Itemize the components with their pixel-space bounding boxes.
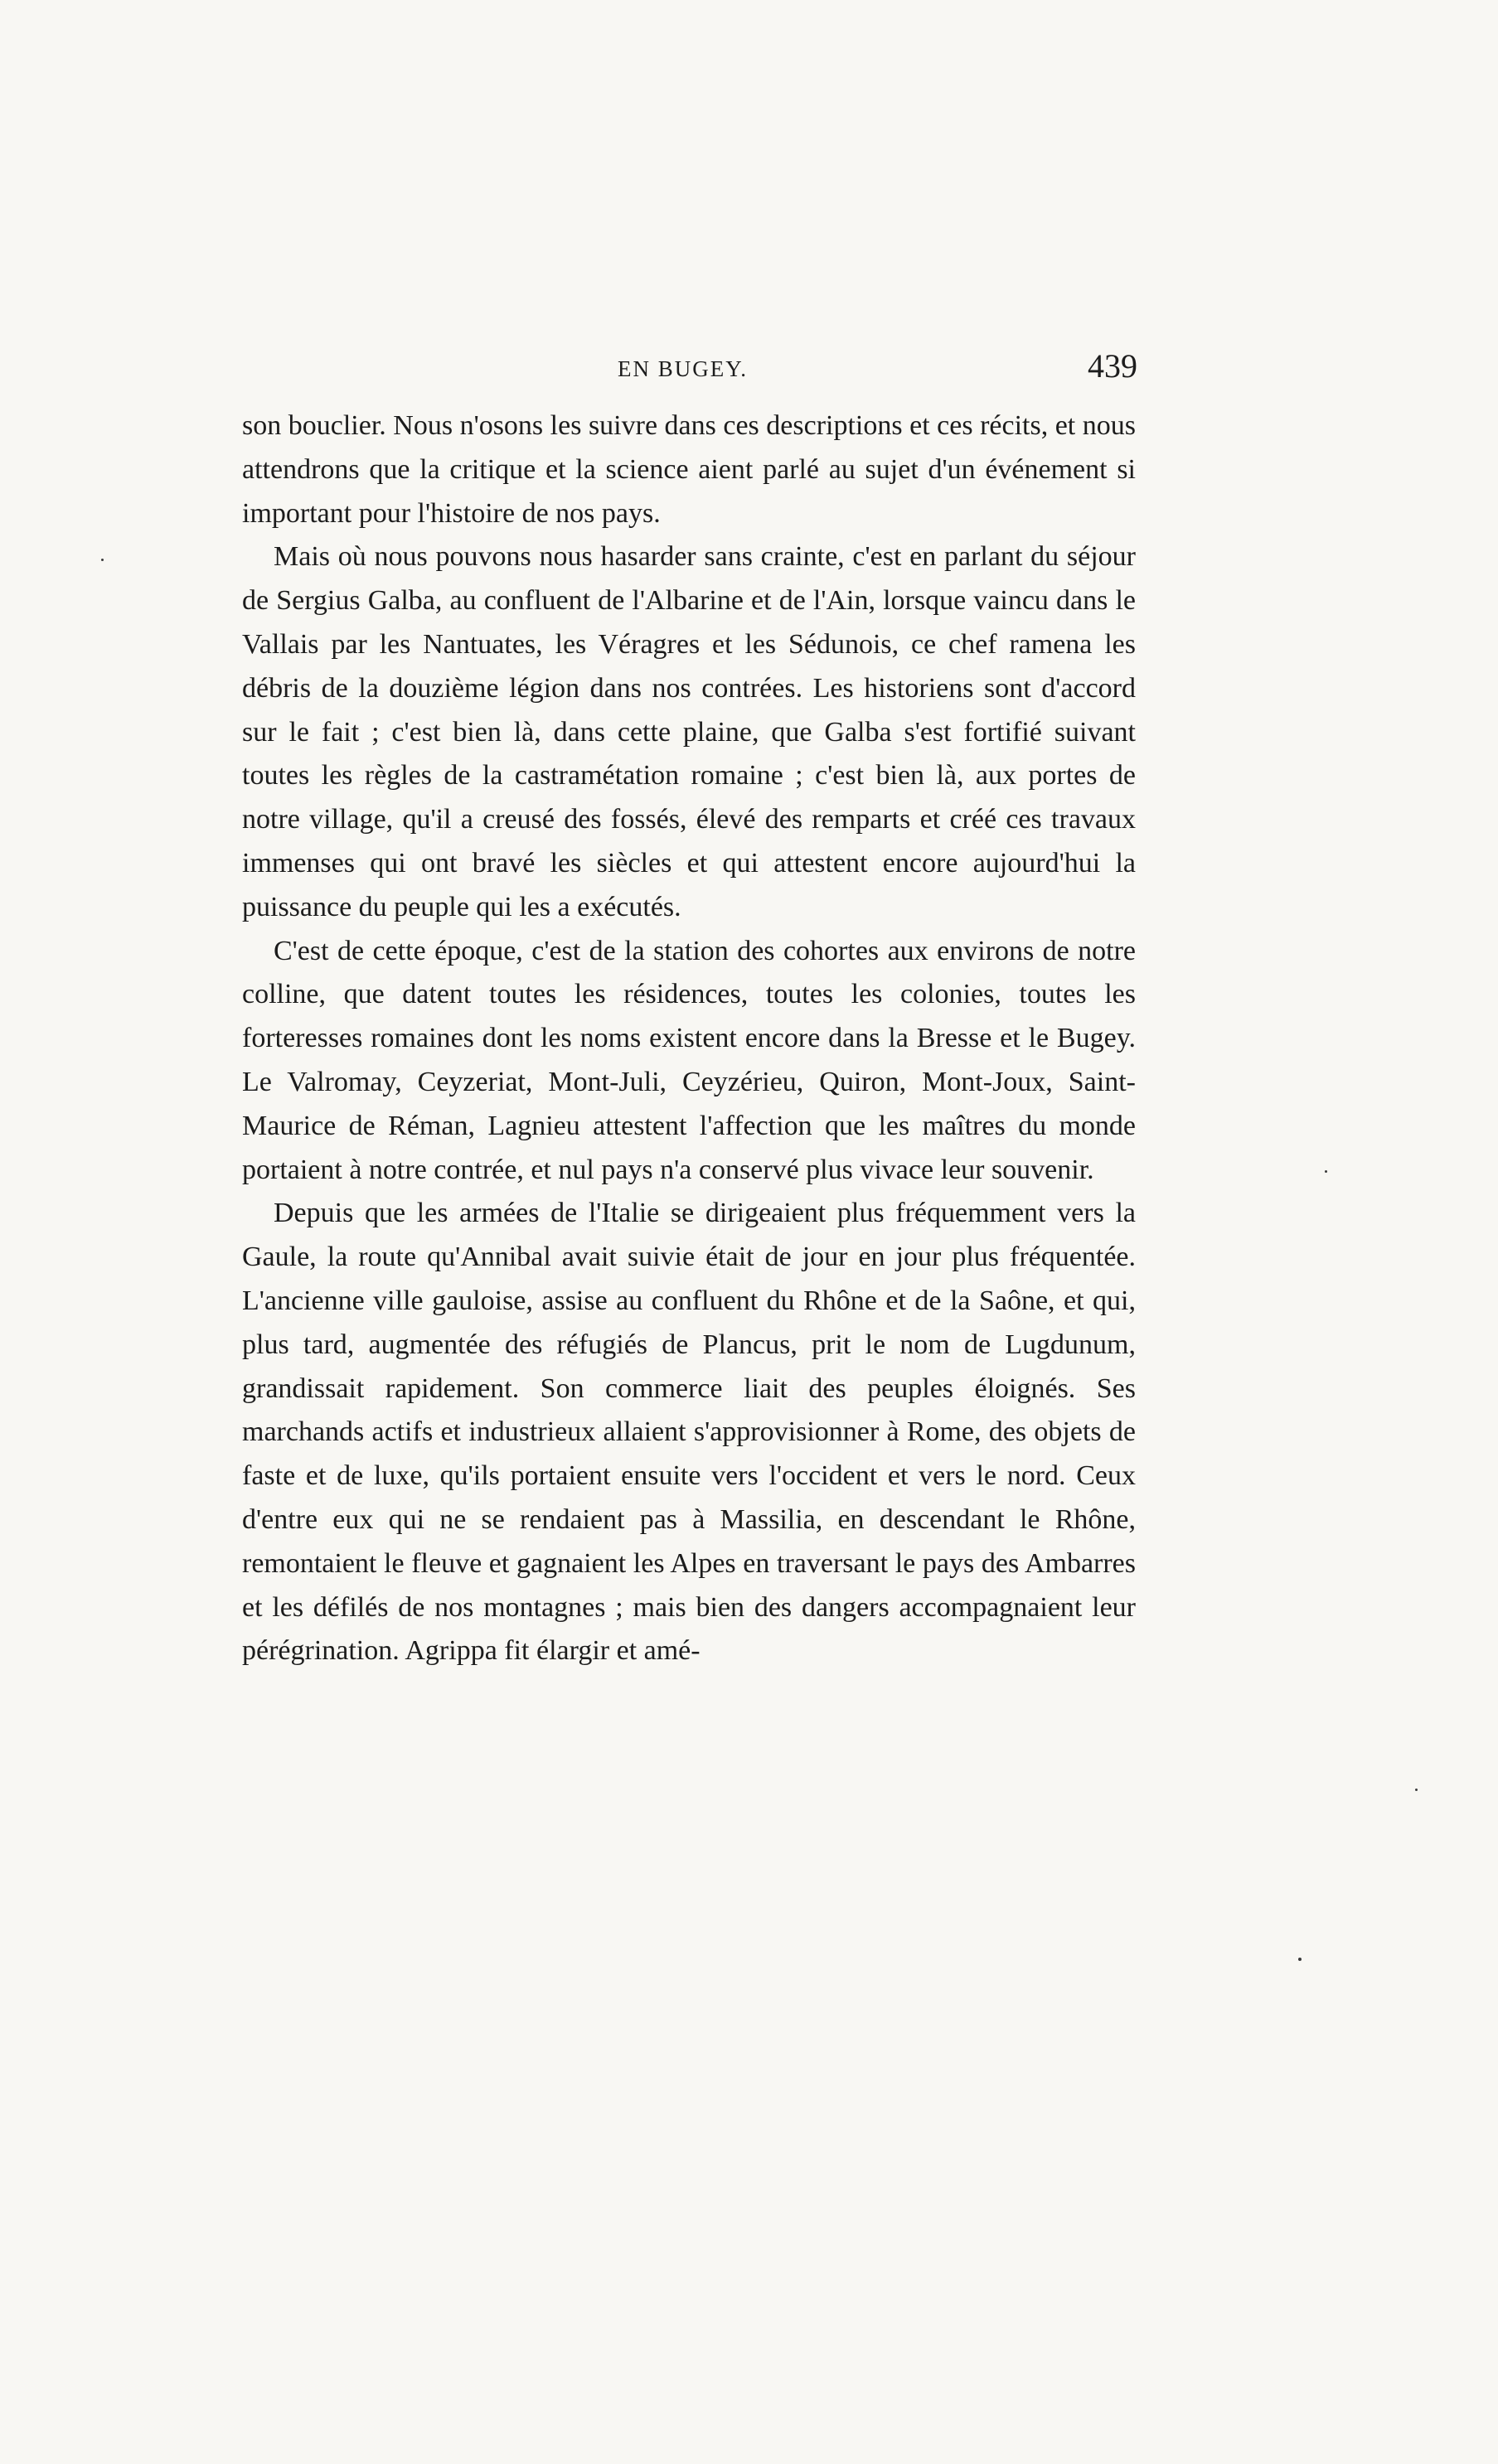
page-number: 439: [1088, 347, 1137, 385]
body-text: [242, 404, 1136, 1673]
ink-speck: [1325, 1170, 1327, 1173]
running-head: EN BUGEY.: [618, 356, 749, 381]
ink-speck: [101, 559, 104, 561]
paragraph-3: C'est de cette époque, c'est de la station des cohortes aux environs de notre colline, que datent toutes les résidences, toutes les colonies, toutes les forteresses romaines dont les noms existent encore dans la Bresse et le Bugey. Le Valromay, Ceyzeriat, Mont-Juli, Ceyzérieu, Quiron, Mont-Joux, Saint-Maurice de Réman, Lagnieu attestent l'affection que les maîtres du monde portaient à notre contrée, et nul pays n'a conservé plus vivace leur souvenir.: [242, 935, 1136, 1185]
ink-speck: [1415, 1789, 1418, 1791]
paragraph-2: Mais où nous pouvons nous hasarder sans crainte, c'est en parlant du séjour de Sergius Galba, au confluent de l'Albarine et de l'Ain, lorsque vaincu dans le Vallais par les Nantuates, les Véragres et les Sédunois, ce chef ramena les débris de la douzième légion dans nos contrées. Les historiens sont d'accord sur le fait ; c'est bien là, dans cette plaine, que Galba s'est fortifié suivant toutes les règles de la castramétation romaine ; c'est bien là, aux portes de notre village, qu'il a creusé des fossés, élevé des remparts et créé ces travaux immenses qui ont bravé les siècles et qui attestent encore aujourd'hui la puissance du peuple qui les a exécutés.: [242, 541, 1136, 922]
paragraph-1: son bouclier. Nous n'osons les suivre dans ces descriptions et ces récits, et nous attendrons que la critique et la science aient parlé au sujet d'un événement si important pour l'histoire de nos pays.: [242, 410, 1136, 529]
ink-speck: [1298, 1958, 1302, 1961]
paragraph-4: Depuis que les armées de l'Italie se dirigeaient plus fréquemment vers la Gaule, la route qu'Annibal avait suivie était de jour en jour plus fréquentée. L'ancienne ville gauloise, assise au confluent du Rhône et de la Saône, et qui, plus tard, augmentée des réfugiés de Plancus, prit le nom de Lugdunum, grandissait rapidement. Son commerce liait des peuples éloignés. Ses marchands actifs et industrieux allaient s'approvisionner à Rome, des objets de faste et de luxe, qu'ils portaient ensuite vers l'occident et vers le nord. Ceux d'entre eux qui ne se rendaient pas à Massilia, en descendant le Rhône, remontaient le fleuve et gagnaient les Alpes en traversant le pays des Ambarres et les défilés de nos montagnes ; mais bien des dangers accompagnaient leur pérégrination. Agrippa fit élargir et amé-: [242, 1198, 1136, 1667]
page-header: [240, 346, 1137, 396]
